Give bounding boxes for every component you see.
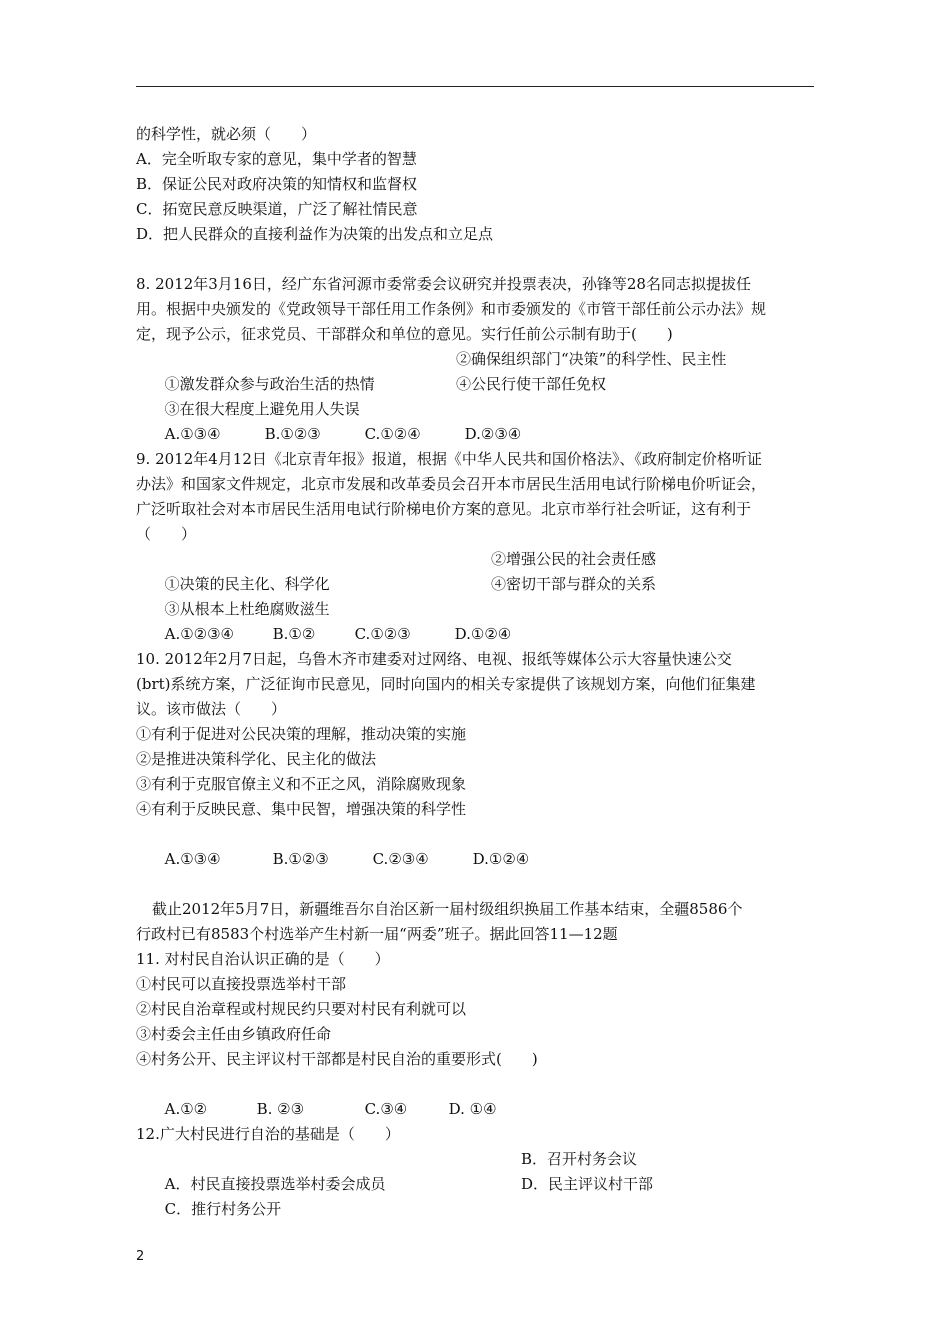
item: ③村委会主任由乡镇政府任命 (136, 1025, 332, 1043)
answer-choices (136, 597, 826, 643)
item: ④有利于反映民意、集中民智，增强决策的科学性 (136, 800, 467, 818)
item: ②是推进决策科学化、民主化的做法 (136, 750, 377, 768)
question-stem-line: 用。根据中央颁发的《党政领导干部任用工作条例》和市委颁发的《市管干部任前公示办法》规 (136, 300, 767, 318)
answer-a: A.①② (164, 1100, 208, 1118)
item: ①决策的民主化、科学化 (164, 575, 330, 593)
question-stem-line: 办法》和国家文件规定，北京市发展和改革委员会召开本市居民生活用电试行阶梯电价听证会， (136, 475, 767, 493)
question-stem-line: 广泛听取社会对本市居民生活用电试行阶梯电价方案的意见。北京市举行社会听证，这有利于 (136, 500, 752, 518)
item: ③从根本上杜绝腐败滋生 (164, 600, 330, 618)
question-stem: 的科学性，就必须（ ） (136, 125, 317, 143)
material-line: 截止2012年5月7日，新疆维吾尔自治区新一届村级组织换届工作基本结束，全疆8586个 (152, 900, 743, 918)
question-12 (136, 1122, 826, 1218)
question-stem-line: 8. 2012年3月16日，经广东省河源市委常委会议研究并投票表决，孙锋等28名同志拟提拔任 (136, 275, 751, 293)
answer-d: D.②③④ (464, 425, 522, 443)
answer-b: B.①②③ (264, 425, 321, 443)
material-passage (136, 897, 826, 947)
answer-b: B.①②③ (272, 850, 329, 868)
answer-choices (136, 1072, 826, 1118)
material-line: 行政村已有8583个村选举产生村新一届“两委”班子。据此回答11—12题 (136, 925, 618, 943)
item: ④公民行使干部任免权 (456, 375, 607, 393)
answer-a: A.①②③④ (164, 625, 234, 643)
question-stem-line: (brt)系统方案，广泛征询市民意见，同时向国内的相关专家提供了该规划方案，向他们征集建 (136, 675, 756, 693)
option-d: D．民主评议村干部 (521, 1175, 654, 1193)
option-b: B．保证公民对政府决策的知情权和监督权 (136, 175, 418, 193)
answer-b: B.①② (272, 625, 316, 643)
question-9 (136, 447, 826, 643)
item: ④村务公开、民主评议村干部都是村民自治的重要形式( ) (136, 1050, 538, 1068)
item: ③在很大程度上避免用人失误 (164, 400, 360, 418)
question-stem: 12.广大村民进行自治的基础是（ ） (136, 1125, 400, 1143)
item: ①村民可以直接投票选举村干部 (136, 975, 347, 993)
answer-choices (136, 397, 826, 443)
item: ②村民自治章程或村规民约只要对村民有利就可以 (136, 1000, 467, 1018)
item: ②增强公民的社会责任感 (491, 550, 657, 568)
question-stem-line: 定，现予公示，征求党员、干部群众和单位的意见。实行任前公示制有助于( ) (136, 325, 673, 343)
question-stem-line: 10. 2012年2月7日起，乌鲁木齐市建委对过网络、电视、报纸等媒体公示大容量快速公交 (136, 650, 732, 668)
item: ④密切干部与群众的关系 (491, 575, 657, 593)
question-11 (136, 947, 826, 1118)
option-row (136, 1172, 826, 1218)
option-b: B．召开村务会议 (521, 1150, 638, 1168)
header-rule (136, 86, 814, 87)
question-stem-line: （ ） (136, 525, 197, 543)
page-number: 2 (136, 1249, 145, 1264)
item: ③有利于克服官僚主义和不正之风，消除腐败现象 (136, 775, 467, 793)
item: ①有利于促进对公民决策的理解，推动决策的实施 (136, 725, 467, 743)
answer-d: D.①②④ (472, 850, 530, 868)
page-body (136, 122, 826, 1218)
item: ①激发群众参与政治生活的热情 (164, 375, 375, 393)
answer-d: D.①②④ (454, 625, 512, 643)
question-10 (136, 647, 826, 868)
option-c: C．拓宽民意反映渠道，广泛了解社情民意 (136, 200, 418, 218)
item-row (136, 372, 826, 418)
option-d: D．把人民群众的直接利益作为决策的出发点和立足点 (136, 225, 494, 243)
question-7 (136, 122, 826, 247)
option-a: A．完全听取专家的意见，集中学者的智慧 (136, 150, 417, 168)
option-a: A．村民直接投票选举村委会成员 (164, 1175, 386, 1193)
question-stem-line: 议。该市做法（ ） (136, 700, 287, 718)
answer-c: C.②③④ (372, 850, 429, 868)
option-c: C．推行村务公开 (164, 1200, 282, 1218)
answer-choices (136, 822, 826, 868)
answer-d: D. ①④ (448, 1100, 497, 1118)
answer-b: B. ②③ (256, 1100, 305, 1118)
answer-a: A.①③④ (164, 425, 221, 443)
question-stem-line: 9. 2012年4月12日《北京青年报》报道，根据《中华人民共和国价格法》、《政府制定价格听证 (136, 450, 762, 468)
answer-c: C.①②③ (354, 625, 411, 643)
answer-c: C.③④ (364, 1100, 408, 1118)
item-row (136, 572, 826, 618)
question-stem: 11. 对村民自治认识正确的是（ ） (136, 950, 390, 968)
answer-c: C.①②④ (364, 425, 421, 443)
question-8 (136, 272, 826, 443)
item: ②确保组织部门“决策”的科学性、民主性 (456, 350, 727, 368)
answer-a: A.①③④ (164, 850, 221, 868)
